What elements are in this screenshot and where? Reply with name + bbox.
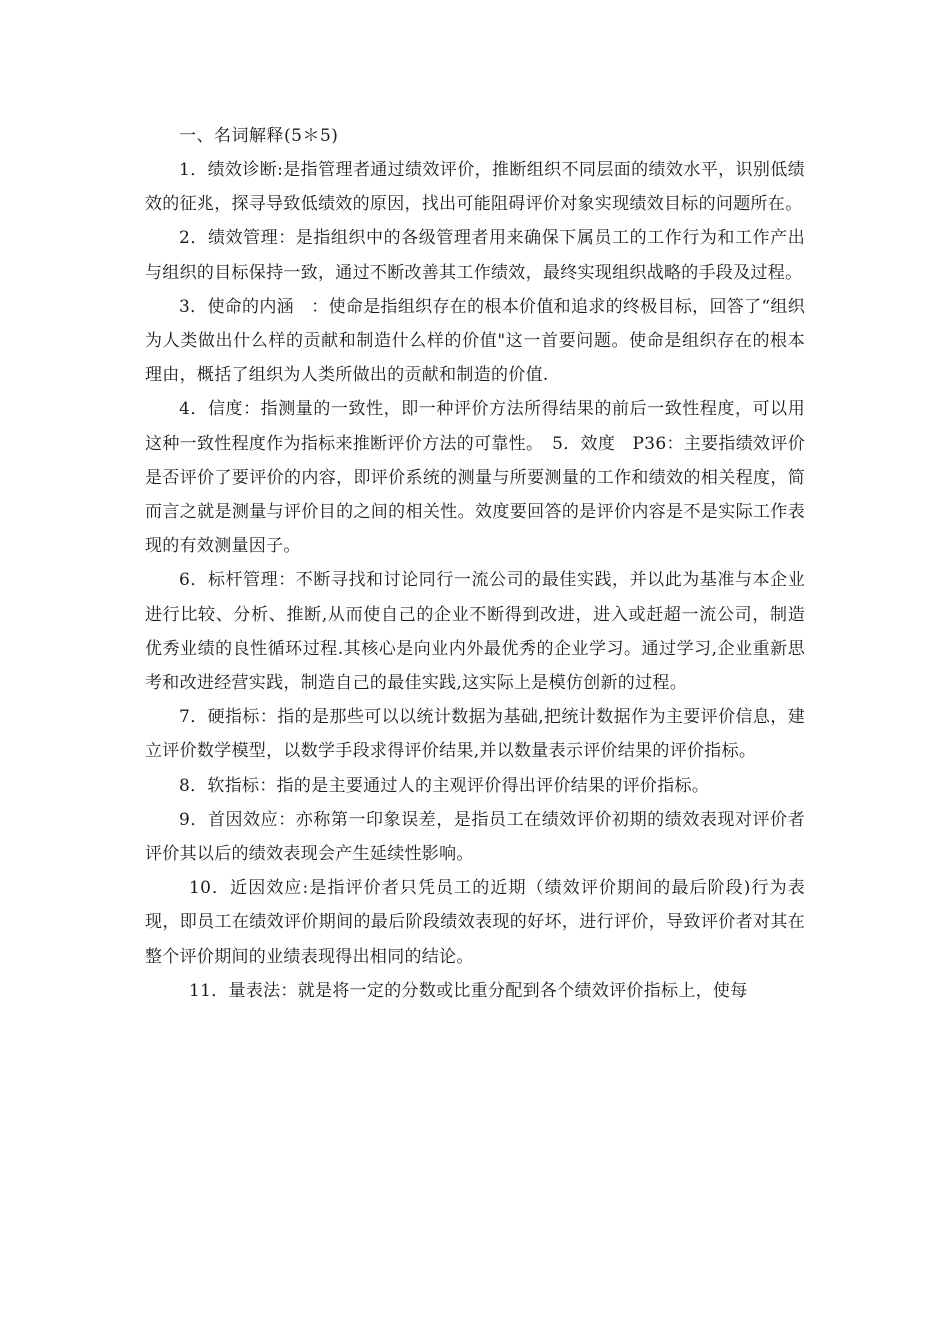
- definition-performance-management: 2．绩效管理：是指组织中的各级管理者用来确保下属员工的工作行为和工作产出与组织的目标保持一致，通过不断改善其工作绩效，最终实现组织战略的手段及过程。: [145, 228, 805, 283]
- definition-performance-diagnosis: 1．绩效诊断:是指管理者通过绩效评价，推断组织不同层面的绩效水平，识别低绩效的征兆，探寻导致低绩效的原因，找出可能阻碍评价对象实现绩效目标的问题所在。: [145, 160, 805, 215]
- section-heading: 一、名词解释(5＊5): [179, 126, 339, 146]
- definition-recency-effect: 10．近因效应:是指评价者只凭员工的近期（绩效评价期间的最后阶段)行为表现，即员工在绩效评价期间的最后阶段绩效表现的好坏，进行评价，导致评价者对其在整个评价期间的业绩表现得出相同的结论。: [145, 878, 805, 967]
- definition-benchmarking: 6．标杆管理：不断寻找和讨论同行一流公司的最佳实践，并以此为基准与本企业进行比较、分析、推断,从而使自己的企业不断得到改进，进入或赶超一流公司，制造优秀业绩的良性循环过程.其核心是向业内外最优秀的企业学习。通过学习,企业重新思考和改进经营实践，制造自己的最佳实践,这实际上是模仿创新的过程。: [145, 570, 805, 694]
- definition-primacy-effect: 9．首因效应：亦称第一印象误差，是指员工在绩效评价初期的绩效表现对评价者评价其以后的绩效表现会产生延续性影响。: [145, 809, 805, 865]
- definition-soft-indicators: 8．软指标：指的是主要通过人的主观评价得出评价结果的评价指标。: [179, 775, 710, 796]
- definition-reliability-validity: 4．信度：指测量的一致性，即一种评价方法所得结果的前后一致性程度，可以用这种一致性程度作为指标来推断评价方法的可靠性。 5．效度 P36：主要指绩效评价是否评价了要评价的内容，即评价系统的测量与所要测量的工作和绩效的相关程度，简而言之就是测量与评价目的之间的相关性。效度要回答的是评价内容是不是实际工作表现的有效测量因子。: [145, 399, 805, 557]
- definition-mission: 3．使命的内涵 ：使命是指组织存在的根本价值和追求的终极目标，回答了“组织为人类做出什么样的贡献和制造什么样的价值"这一首要问题。使命是组织存在的根本理由，概括了组织为人类所做出的贡献和制造的价值.: [145, 296, 805, 386]
- definition-rating-scale: 11．量表法：就是将一定的分数或比重分配到各个绩效评价指标上，使每: [189, 980, 748, 1001]
- definition-hard-indicators: 7．硬指标：指的是那些可以以统计数据为基础,把统计数据作为主要评价信息，建立评价数学模型，以数学手段求得评价结果,并以数量表示评价结果的评价指标。: [145, 707, 805, 762]
- document-page: [145, 119, 805, 1008]
